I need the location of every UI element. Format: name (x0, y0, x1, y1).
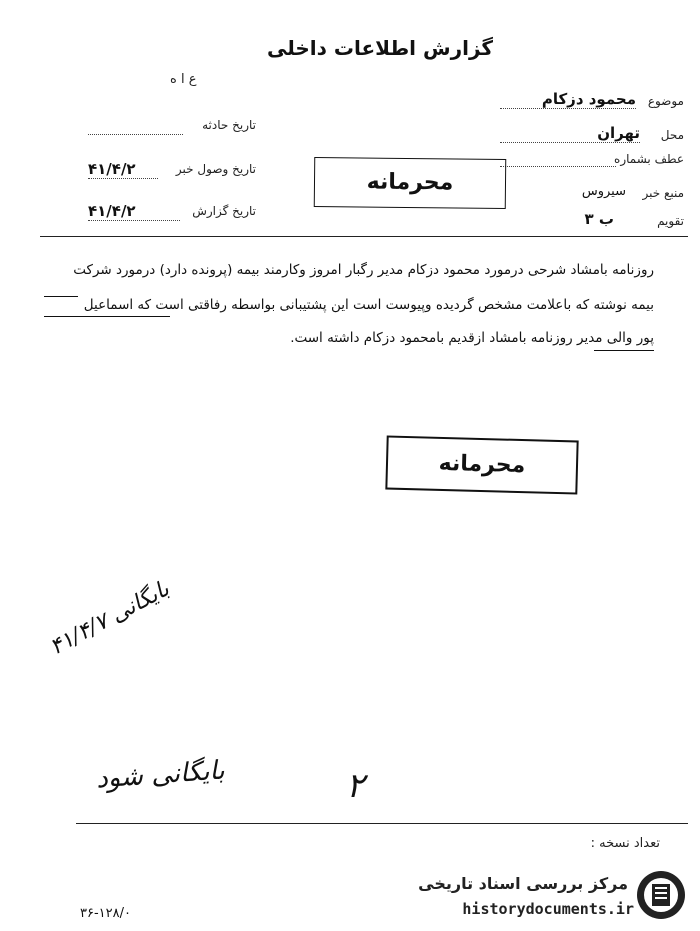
reference-label: عطف بشماره (614, 152, 684, 166)
body-line-1: روزنامه بامشاد شرحی درمورد محمود دزکام مدیر رگبار امروز وکارمند بیمه (پرونده دارد) درمورد شرکت (73, 262, 654, 278)
rating-value: ب ۳ (584, 210, 614, 228)
incident-date-label: تاریخ حادثه (202, 118, 256, 132)
handwritten-archive-note: بایگانی ۴۱/۴/۷ (45, 576, 174, 661)
confidential-stamp-top: محرمانه (314, 157, 507, 209)
body-underline-2 (44, 316, 170, 317)
incident-date-dots (88, 134, 183, 135)
confidential-stamp-middle: محرمانه (385, 435, 578, 494)
body-underline-3 (594, 350, 654, 351)
watermark-url: historydocuments.ir (462, 900, 634, 918)
reference-dots (500, 166, 616, 167)
archive-logo-icon (634, 868, 688, 922)
header-separator (40, 236, 688, 237)
place-label: محل (660, 128, 684, 142)
document-title: گزارش اطلاعات داخلی (266, 36, 494, 60)
body-line-2: بیمه نوشته که باعلامت مشخص گردیده وپیوست است این پشتیبانی بواسطه رفاقتی است که اسماعیل (83, 297, 654, 313)
top-left-scribble: ع ا ه (170, 72, 197, 87)
footer-separator (76, 823, 688, 824)
place-value: تهران (597, 124, 640, 142)
watermark-title: مرکز بررسی اسناد تاریخی (418, 874, 628, 893)
report-date-dots (88, 220, 180, 221)
source-value: سیروس (581, 184, 626, 199)
place-dots (500, 142, 640, 143)
handwritten-note-middle: بایگانی شود (95, 755, 226, 795)
subject-dots (500, 108, 636, 109)
handwritten-number: ۲ (346, 766, 365, 806)
receipt-date-label: تاریخ وصول خبر (175, 162, 256, 176)
subject-value: محمود دزکام (541, 90, 636, 108)
place-row (500, 124, 684, 146)
source-row (500, 182, 684, 202)
document-number: ۳۶-۱۲۸/۰ (80, 906, 131, 921)
subject-label: موضوع (647, 94, 684, 108)
archive-watermark (418, 866, 690, 926)
report-date-label: تاریخ گزارش (192, 204, 256, 218)
receipt-date-value: ۴۱/۴/۲ (88, 160, 136, 178)
rating-label: تقویم (657, 214, 684, 228)
body-underline-1 (44, 296, 78, 297)
receipt-date-dots (88, 178, 158, 179)
subject-row (500, 90, 684, 110)
source-label: منبع خبر (642, 186, 684, 200)
rating-row (500, 210, 684, 230)
report-date-value: ۴۱/۴/۲ (88, 202, 136, 220)
reference-row (500, 152, 684, 170)
body-line-3: پور والی مدیر روزنامه بامشاد ازقدیم بامحمود دزکام داشته است. (290, 330, 654, 346)
copies-label: تعداد نسخه : (590, 836, 660, 851)
